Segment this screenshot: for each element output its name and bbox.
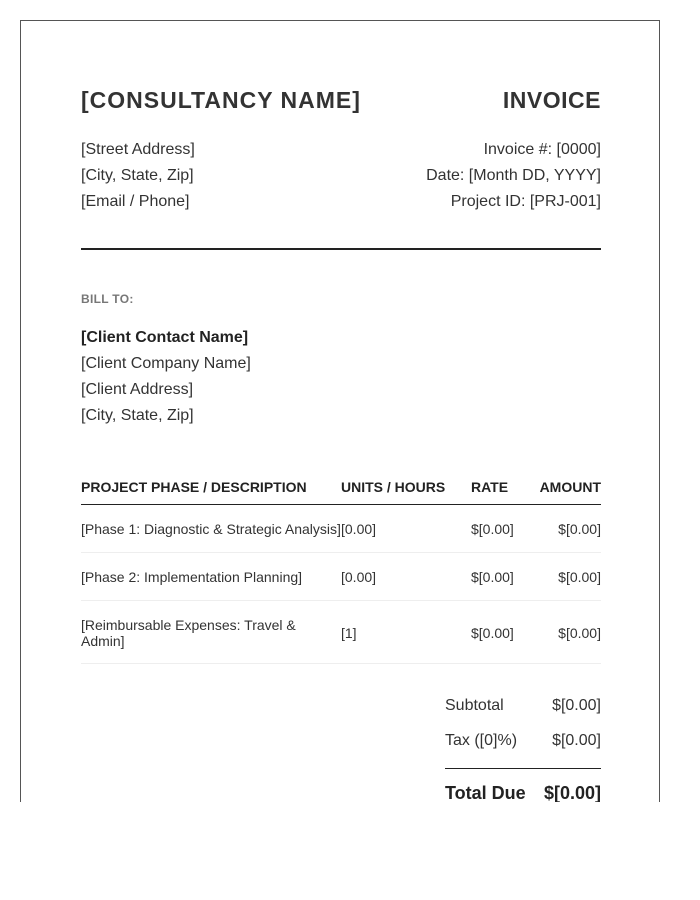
company-contact: [Email / Phone] [81,193,190,210]
column-header-amount: AMOUNT [539,479,601,495]
item-units: [0.00] [341,521,377,537]
totals-block [445,697,601,802]
document-title: INVOICE [502,87,601,113]
item-amount: $[0.00] [558,569,601,585]
invoice-meta [426,137,601,215]
client-contact-name: [Client Contact Name] [81,329,249,346]
total-due-row [445,783,601,802]
subtotal-label: Subtotal [445,697,504,714]
item-amount: $[0.00] [558,521,601,537]
total-due-label: Total Due [445,783,526,802]
client-company-name: [Client Company Name] [81,355,251,372]
invoice-date: Date: [Month DD, YYYY] [426,167,601,184]
client-city-state-zip: [City, State, Zip] [81,407,194,424]
item-units: [0.00] [341,569,377,585]
line-items-table [81,476,601,664]
invoice-header [81,87,601,117]
company-street: [Street Address] [81,141,195,158]
invoice-number: Invoice #: [0000] [483,141,601,158]
table-header-row [81,476,601,505]
company-name: [CONSULTANCY NAME] [81,87,361,113]
client-address: [Client Address] [81,381,194,398]
column-header-description: PROJECT PHASE / DESCRIPTION [81,479,307,495]
bill-to-label: BILL TO: [81,292,134,306]
subtotal-value: $[0.00] [552,697,601,714]
item-description: [Phase 1: Diagnostic & Strategic Analysis] [81,521,341,537]
tax-row [445,732,601,767]
item-rate: $[0.00] [471,521,514,537]
column-header-units: UNITS / HOURS [341,479,446,495]
total-due-value: $[0.00] [543,783,601,802]
item-units: [1] [341,625,357,641]
bill-to-block [81,325,251,429]
invoice-sheet [20,20,660,802]
project-id: Project ID: [PRJ-001] [450,193,601,210]
item-amount: $[0.00] [558,625,601,641]
header-divider [81,248,601,250]
item-rate: $[0.00] [471,569,514,585]
tax-value: $[0.00] [552,732,601,749]
company-city-state-zip: [City, State, Zip] [81,167,194,184]
company-address [81,137,195,215]
table-row [81,505,601,553]
column-header-rate: RATE [471,479,509,495]
totals-divider [445,768,601,769]
item-description: [Reimbursable Expenses: Travel & Admin] [81,617,296,649]
table-row [81,553,601,601]
table-row [81,601,601,664]
tax-label: Tax ([0]%) [445,732,518,749]
item-rate: $[0.00] [471,625,514,641]
subtotal-row [445,697,601,732]
item-description: [Phase 2: Implementation Planning] [81,569,303,585]
